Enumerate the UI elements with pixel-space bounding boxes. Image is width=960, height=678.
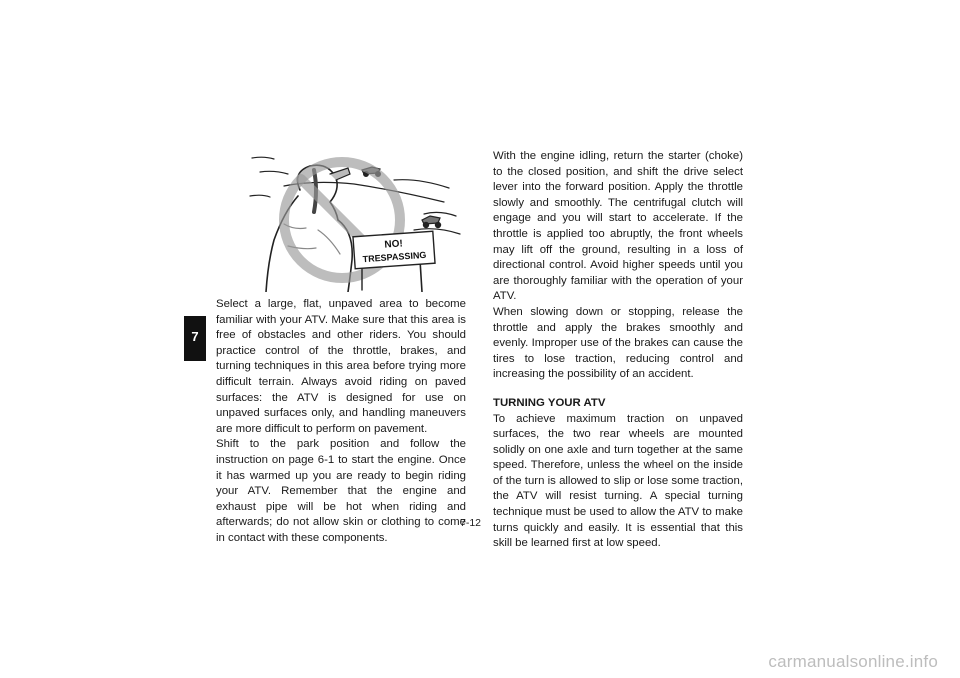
- left-paragraph-2: Shift to the park position and follow the instruction on page 6-1 to start the engine. Once it has warmed up you are ready to begin riding your ATV. Remember that the engine and exhaust pipe will be hot when riding and afterwards; do not allow skin or clothing to come in contact with these components.: [216, 438, 466, 544]
- no-trespassing-prohibition-icon: [244, 150, 470, 292]
- sign-line-1: NO!: [384, 238, 404, 251]
- right-column: [493, 149, 743, 552]
- right-paragraph-1: With the engine idling, return the starter (choke) to the closed position, and shift the drive select lever into the forward position. Apply the throttle slowly and smoothly. The centrifugal clutch will engage and you will start to accelerate. If the throttle is applied too abruptly, the front wheels may lift off the ground, resulting in a loss of directional control. Avoid higher speeds until you are thoroughly familiar with the operation of your ATV.: [493, 150, 743, 303]
- chapter-tab: [184, 316, 206, 361]
- chapter-tab-number: 7: [191, 329, 199, 344]
- page-number: 7-12: [460, 517, 482, 529]
- sign-line-2: TRESPASSING: [362, 249, 427, 265]
- left-paragraph-1: Select a large, flat, unpaved area to become familiar with your ATV. Make sure that this area is free of obstacles and other riders. You should practice control of the throttle, brakes, and turning techniques in this area before trying more difficult terrain. Always avoid riding on paved surfaces: the ATV is designed for use on unpaved surfaces only, and handling maneuvers are more difficult to perform on pavement.: [216, 298, 466, 435]
- watermark[interactable]: carmanualsonline.info: [768, 652, 938, 671]
- section-heading: TURNING YOUR ATV: [493, 396, 606, 409]
- right-paragraph-2: When slowing down or stopping, release the throttle and apply the brakes smoothly and evenly. Improper use of the brakes can cause the tires to lose traction, reducing control and increasing the possibility of an accident.: [493, 305, 743, 381]
- left-column: [216, 297, 466, 547]
- right-paragraph-3: To achieve maximum traction on unpaved surfaces, the two rear wheels are mounted solidly on one axle and turn together at the same speed. Therefore, unless the wheel on the inside of the turn is allowed to slip or lose some traction, the ATV will resist turning. A special turning technique must be used to allow the ATV to make turns quickly and easily. It is essential that this skill be learned first at low speed.: [493, 412, 743, 550]
